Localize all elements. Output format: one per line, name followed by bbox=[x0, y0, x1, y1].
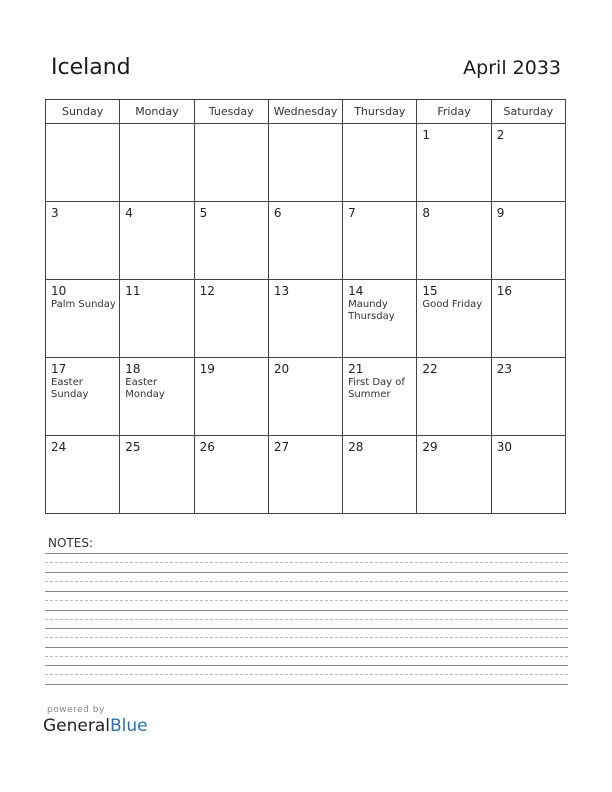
day-cell bbox=[46, 124, 120, 202]
day-cell bbox=[343, 358, 417, 436]
note-line bbox=[45, 581, 568, 582]
day-number: 26 bbox=[199, 440, 215, 454]
day-number: 22 bbox=[422, 362, 438, 376]
note-line bbox=[45, 591, 568, 592]
day-cell bbox=[120, 280, 194, 358]
day-number: 17 bbox=[51, 362, 67, 376]
holiday-label: Easter Monday bbox=[125, 377, 165, 400]
weekday-saturday: Saturday bbox=[491, 100, 565, 124]
day-number: 15 bbox=[422, 284, 438, 298]
day-cell bbox=[491, 436, 565, 514]
day-cell bbox=[268, 436, 342, 514]
day-cell bbox=[491, 124, 565, 202]
note-line bbox=[45, 562, 568, 563]
day-cell bbox=[194, 436, 268, 514]
day-cell bbox=[417, 124, 491, 202]
day-number: 11 bbox=[125, 284, 141, 298]
calendar-grid bbox=[45, 99, 566, 514]
day-number: 8 bbox=[422, 206, 431, 220]
day-cell bbox=[417, 358, 491, 436]
day-cell bbox=[417, 436, 491, 514]
day-number: 4 bbox=[125, 206, 133, 220]
day-cell bbox=[46, 436, 120, 514]
day-number: 3 bbox=[51, 206, 59, 220]
day-cell bbox=[491, 280, 565, 358]
day-number bbox=[120, 124, 193, 128]
note-line bbox=[45, 647, 568, 648]
note-line bbox=[45, 572, 568, 573]
day-number: 23 bbox=[496, 362, 512, 376]
day-cell bbox=[343, 124, 417, 202]
weekday-tuesday: Tuesday bbox=[194, 100, 268, 124]
day-number: 20 bbox=[273, 362, 290, 376]
day-cell bbox=[194, 280, 268, 358]
day-number: 21 bbox=[348, 362, 364, 376]
week-row bbox=[46, 280, 566, 358]
note-line bbox=[45, 665, 568, 666]
weekday-monday: Monday bbox=[120, 100, 194, 124]
day-cell bbox=[120, 202, 194, 280]
day-cell bbox=[268, 358, 342, 436]
day-number: 5 bbox=[199, 206, 208, 220]
day-cell bbox=[491, 358, 565, 436]
day-number: 9 bbox=[496, 206, 505, 220]
day-number: 27 bbox=[273, 440, 290, 454]
day-number: 25 bbox=[125, 440, 141, 454]
day-number bbox=[269, 124, 342, 128]
calendar-body bbox=[46, 124, 566, 514]
month-year-title: April 2033 bbox=[463, 57, 561, 79]
brand-logo-blue: Blue bbox=[110, 716, 148, 736]
note-line bbox=[45, 656, 568, 657]
day-number: 29 bbox=[422, 440, 438, 454]
day-number: 19 bbox=[199, 362, 215, 376]
holiday-label: Good Friday bbox=[422, 299, 483, 310]
weekday-header-row bbox=[46, 100, 566, 124]
brand-logo-general: General bbox=[43, 716, 110, 736]
week-row bbox=[46, 358, 566, 436]
day-number: 12 bbox=[199, 284, 215, 298]
day-cell bbox=[120, 358, 194, 436]
holiday-label: Palm Sunday bbox=[51, 299, 116, 310]
note-line bbox=[45, 553, 568, 554]
day-number bbox=[46, 124, 119, 128]
holiday-label: Easter Sunday bbox=[51, 377, 89, 400]
note-line bbox=[45, 610, 568, 611]
day-number: 28 bbox=[348, 440, 364, 454]
holiday-label: First Day of Summer bbox=[348, 377, 405, 400]
day-number: 24 bbox=[51, 440, 67, 454]
day-cell bbox=[46, 280, 120, 358]
day-cell bbox=[491, 202, 565, 280]
day-cell bbox=[194, 124, 268, 202]
day-number: 16 bbox=[496, 284, 512, 298]
brand-logo bbox=[43, 716, 148, 736]
day-cell bbox=[120, 124, 194, 202]
day-number: 1 bbox=[422, 128, 431, 142]
day-cell bbox=[343, 436, 417, 514]
day-number: 14 bbox=[348, 284, 364, 298]
day-number: 6 bbox=[273, 206, 282, 220]
day-number: 10 bbox=[51, 284, 67, 298]
day-cell bbox=[417, 202, 491, 280]
day-cell bbox=[268, 280, 342, 358]
weekday-wednesday: Wednesday bbox=[268, 100, 342, 124]
day-number: 30 bbox=[496, 440, 512, 454]
weekday-friday: Friday bbox=[417, 100, 491, 124]
day-cell bbox=[268, 124, 342, 202]
note-line bbox=[45, 684, 568, 685]
day-cell bbox=[268, 202, 342, 280]
day-number: 2 bbox=[496, 128, 505, 142]
holiday-label: Maundy Thursday bbox=[348, 299, 395, 322]
day-cell bbox=[46, 358, 120, 436]
day-cell bbox=[343, 202, 417, 280]
note-line bbox=[45, 637, 568, 638]
country-title: Iceland bbox=[51, 55, 131, 80]
day-number bbox=[195, 124, 268, 128]
day-number bbox=[343, 124, 416, 128]
weekday-thursday: Thursday bbox=[343, 100, 417, 124]
day-cell bbox=[194, 202, 268, 280]
day-number: 7 bbox=[348, 206, 356, 220]
weekday-sunday: Sunday bbox=[46, 100, 120, 124]
notes-label: NOTES: bbox=[48, 536, 93, 550]
day-cell bbox=[343, 280, 417, 358]
note-line bbox=[45, 628, 568, 629]
week-row bbox=[46, 202, 566, 280]
day-cell bbox=[417, 280, 491, 358]
week-row bbox=[46, 436, 566, 514]
note-line bbox=[45, 674, 568, 675]
powered-by-text: powered by bbox=[47, 705, 105, 715]
day-number: 13 bbox=[273, 284, 290, 298]
day-cell bbox=[194, 358, 268, 436]
note-line bbox=[45, 619, 568, 620]
day-number: 18 bbox=[125, 362, 141, 376]
week-row bbox=[46, 124, 566, 202]
day-cell bbox=[46, 202, 120, 280]
note-line bbox=[45, 600, 568, 601]
day-cell bbox=[120, 436, 194, 514]
